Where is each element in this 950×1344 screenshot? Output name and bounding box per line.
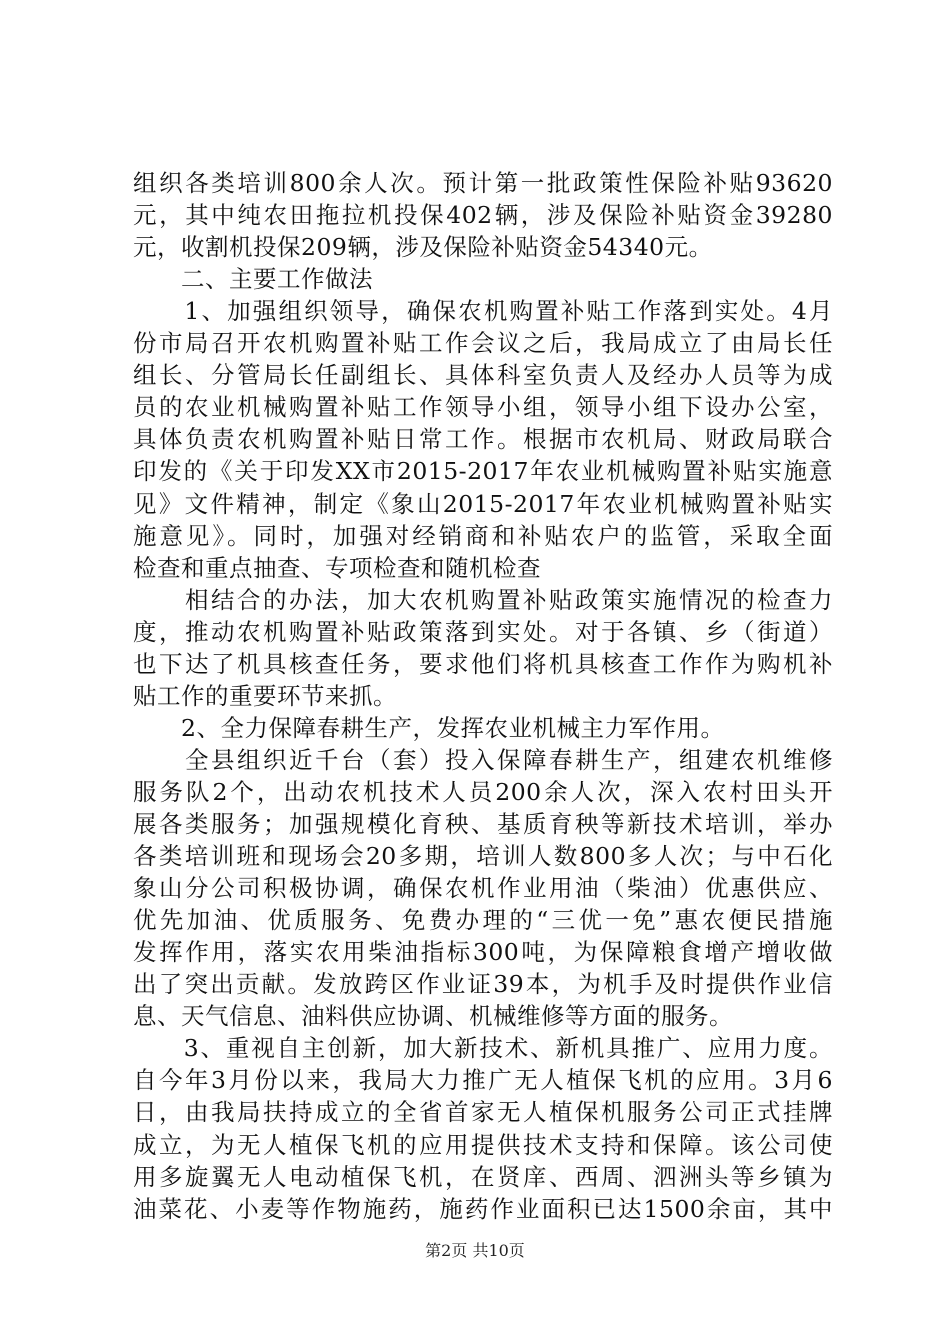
- body-text-line: 组织各类培训800余人次。预计第一批政策性保险补贴93620: [133, 169, 833, 197]
- body-text-line: 也下达了机具核查任务，要求他们将机具核查工作作为购机补: [133, 649, 833, 678]
- body-text-line: 3、重视自主创新，加大新技术、新机具推广、应用力度。: [133, 1034, 833, 1063]
- body-text-line: 油菜花、小麦等作物施药，施药作业面积已达1500余亩，其中: [133, 1194, 833, 1223]
- body-text-line: 度，推动农机购置补贴政策落到实处。对于各镇、乡（街道）: [133, 617, 833, 646]
- body-text-line: 用多旋翼无人电动植保飞机，在贤庠、西周、泗洲头等乡镇为: [133, 1162, 833, 1191]
- body-text-line: 自今年3月份以来，我局大力推广无人植保飞机的应用。3月6: [133, 1066, 833, 1095]
- body-text-line: 贴工作的重要环节来抓。: [133, 681, 397, 710]
- body-text-line: 出了突出贡献。发放跨区作业证39本，为机手及时提供作业信: [133, 970, 833, 999]
- body-text-line: 相结合的办法，加大农机购置补贴政策实施情况的检查力: [133, 585, 833, 614]
- body-text-line: 二、主要工作做法: [133, 265, 373, 294]
- body-text-line: 优先加油、优质服务、免费办理的“三优一免”惠农便民措施: [133, 906, 833, 935]
- body-text-line: 元，其中纯农田拖拉机投保402辆，涉及保险补贴资金39280: [133, 201, 833, 230]
- body-text-line: 展各类服务；加强规模化育秧、基质育秧等新技术培训，举办: [133, 810, 833, 838]
- body-text-line: 服务队2个，出动农机技术人员200余人次，深入农村田头开: [133, 777, 833, 806]
- page-footer: 第2页 共10页: [425, 1241, 525, 1260]
- body-text-line: 具体负责农机购置补贴日常工作。根据市农机局、财政局联合: [133, 425, 833, 454]
- body-text-line: 日，由我局扶持成立的全省首家无人植保机服务公司正式挂牌: [133, 1098, 833, 1127]
- body-text-line: 施意见》。同时，加强对经销商和补贴农户的监管，采取全面: [133, 521, 833, 550]
- body-text-line: 发挥作用，落实农用柴油指标300吨，为保障粮食增产增收做: [133, 938, 833, 967]
- body-text-line: 见》文件精神，制定《象山2015-2017年农业机械购置补贴实: [133, 489, 833, 518]
- body-text-line: 息、天气信息、油料供应协调、机械维修等方面的服务。: [133, 1002, 733, 1031]
- body-text-line: 份市局召开农机购置补贴工作会议之后，我局成立了由局长任: [133, 329, 833, 358]
- body-text-line: 各类培训班和现场会20多期，培训人数800多人次；与中石化: [133, 842, 833, 870]
- body-text-line: 1、加强组织领导，确保农机购置补贴工作落到实处。4月: [133, 297, 833, 326]
- body-text-line: 象山分公司积极协调，确保农机作业用油（柴油）优惠供应、: [133, 874, 833, 903]
- body-text-line: 2、全力保障春耕生产，发挥农业机械主力军作用。: [133, 713, 725, 742]
- body-text-line: 员的农业机械购置补贴工作领导小组，领导小组下设办公室，: [133, 393, 833, 422]
- body-text-line: 组长、分管局长任副组长、具体科室负责人及经办人员等为成: [133, 361, 833, 390]
- body-text-line: 成立，为无人植保飞机的应用提供技术支持和保障。该公司使: [133, 1130, 833, 1159]
- body-text-line: 检查和重点抽查、专项检查和随机检查: [133, 553, 541, 582]
- body-text-line: 全县组织近千台（套）投入保障春耕生产，组建农机维修: [133, 745, 833, 774]
- body-text-line: 元，收割机投保209辆，涉及保险补贴资金54340元。: [133, 233, 713, 262]
- body-text-line: 印发的《关于印发XX市2015-2017年农业机械购置补贴实施意: [133, 457, 833, 486]
